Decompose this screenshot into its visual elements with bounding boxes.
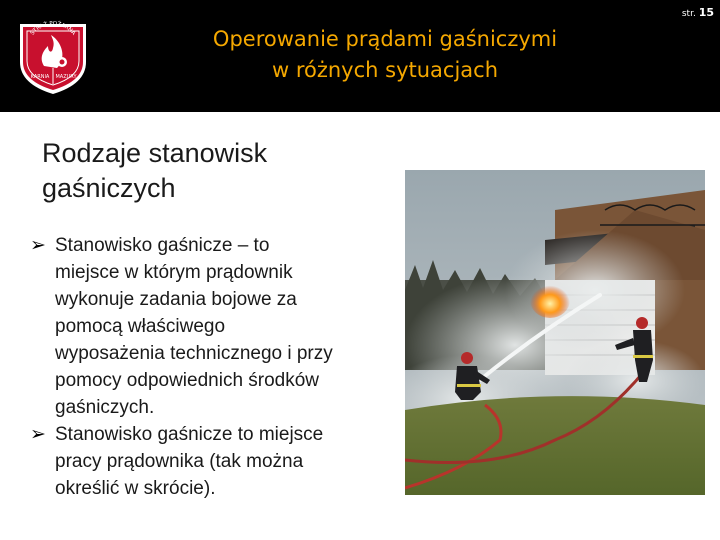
logo-right-text: MAZURY: [55, 74, 77, 80]
bullet-line: wykonuje zadania bojowe za: [55, 289, 297, 310]
bullet-line: gaśniczych.: [55, 397, 155, 418]
arrow-bullet-icon: ➢: [30, 423, 46, 445]
bullet-list: [30, 232, 410, 502]
bullet-line: miejsce w którym prądownik: [55, 262, 293, 283]
bullet-line: pomocą właściwego: [55, 316, 226, 337]
page-prefix: str.: [681, 9, 696, 19]
heading-line-2: gaśniczych: [42, 173, 176, 203]
page-number-value: 15: [698, 6, 714, 19]
bullet-line: Stanowisko gaśnicze – to: [55, 235, 270, 256]
section-heading: [42, 136, 372, 206]
bullet-line: określić w skrócie).: [55, 478, 216, 499]
logo-top-text: STRAŻ POŻARNA: [29, 20, 77, 37]
bullet-line: pracy prądownika (tak można: [55, 451, 304, 472]
title-line-2: w różnych sytuacjach: [271, 58, 499, 82]
heading-line-1: Rodzaje stanowisk: [42, 138, 268, 168]
bullet-line: Stanowisko gaśnicze to miejsce: [55, 424, 324, 445]
fire-brigade-logo: [14, 18, 92, 96]
arrow-bullet-icon: ➢: [30, 234, 46, 256]
firefighting-photo: [405, 170, 705, 495]
bullet-line: pomocy odpowiednich środków: [55, 370, 320, 391]
slide-title: [120, 24, 650, 86]
bullet-item: [30, 421, 410, 502]
page-number: [682, 6, 714, 19]
bullet-line: wyposażenia technicznego i przy: [55, 343, 333, 364]
logo-left-text: KARNIA: [30, 74, 50, 80]
title-line-1: Operowanie prądami gaśniczymi: [212, 27, 558, 51]
header-bar: [0, 0, 720, 112]
bullet-item: [30, 232, 410, 421]
